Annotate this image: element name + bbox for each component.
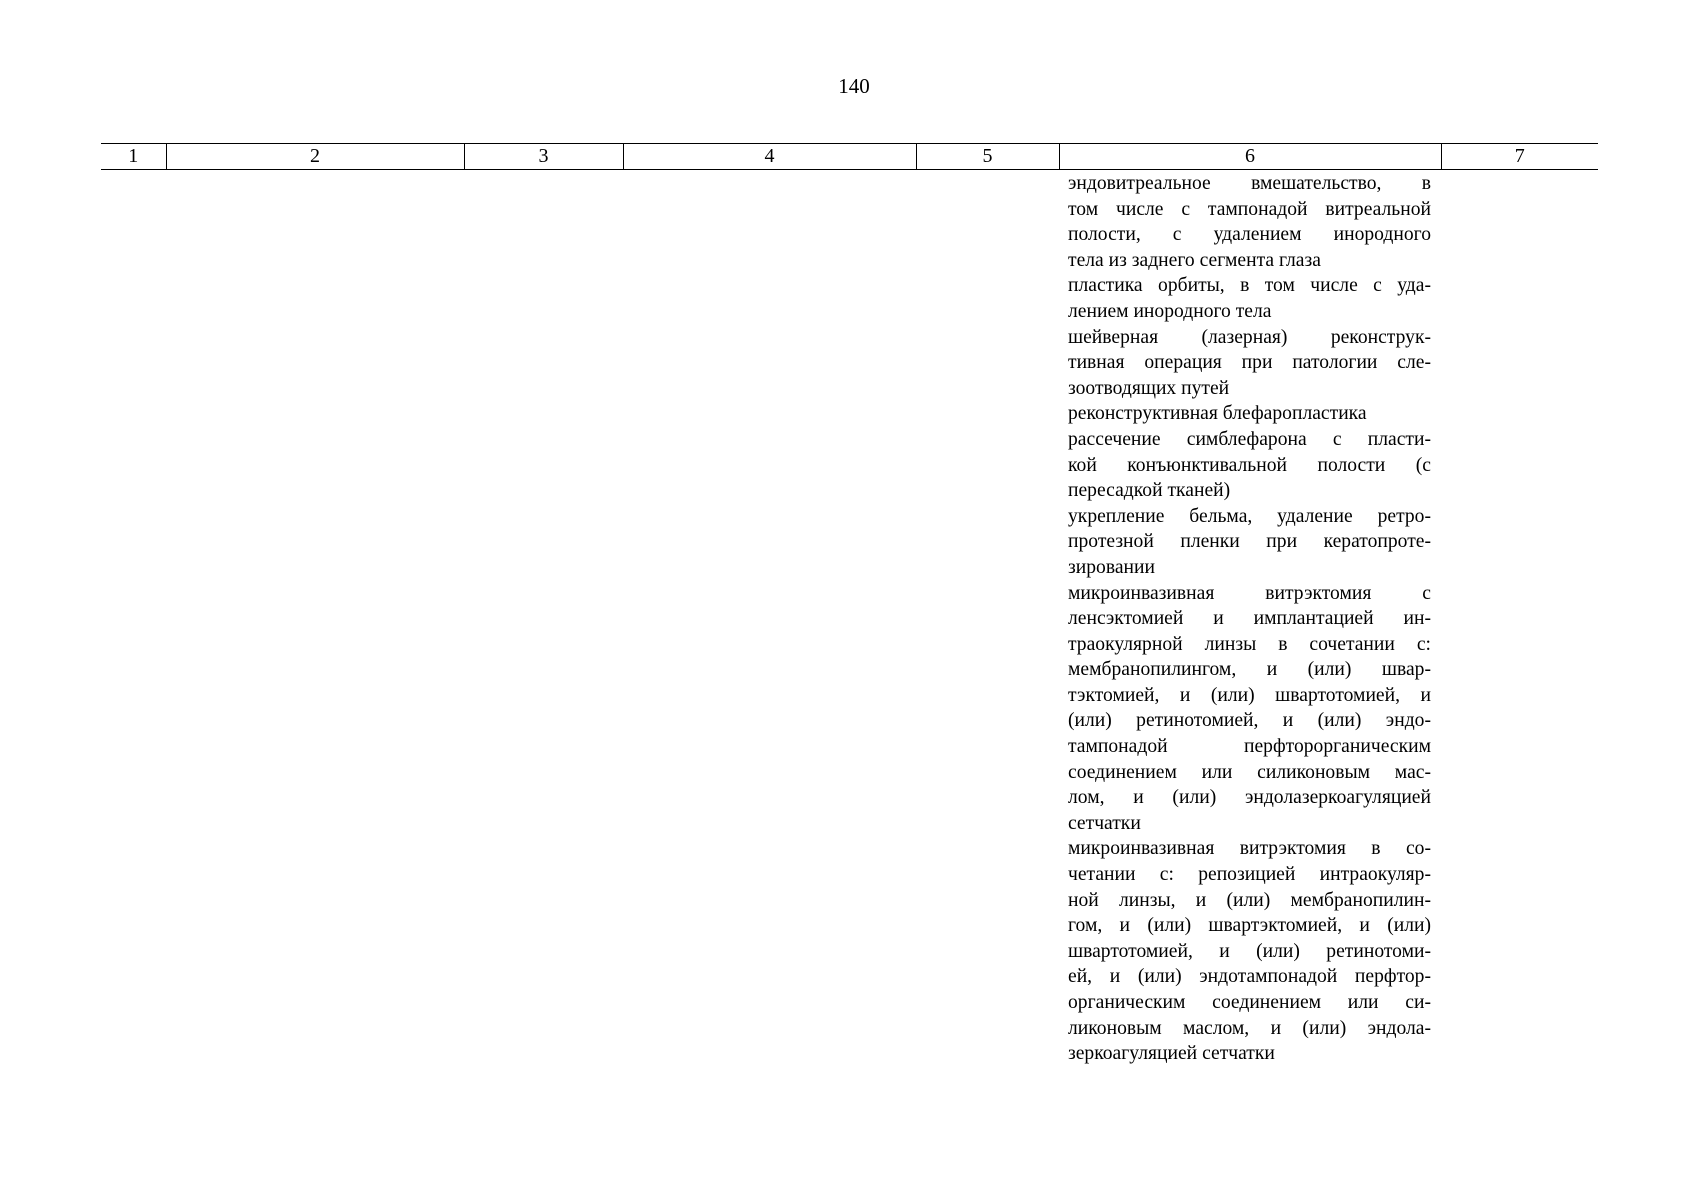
procedure-item (1068, 504, 1431, 581)
procedure-line: микроинвазивная витрэктомия в со- (1068, 838, 1431, 860)
procedure-line: эндовитреальное вмешательство, в (1068, 173, 1431, 194)
procedure-line: ей, и (или) эндотампонадой перфтор- (1068, 966, 1431, 988)
column-header-5: 5 (916, 144, 1059, 170)
procedure-line: четании с: репозицией интраокуляр- (1068, 864, 1431, 886)
procedure-line: ликоновым маслом, и (или) эндола- (1068, 1017, 1431, 1039)
procedure-item (1068, 581, 1431, 837)
procedure-line: органическим соединением или си- (1068, 992, 1431, 1013)
procedure-line: ной линзы, и (или) мембранопилин- (1068, 889, 1431, 911)
procedure-line: (или) ретинотомией, и (или) эндо- (1068, 710, 1431, 732)
procedure-line: зоотводящих путей (1068, 377, 1230, 399)
procedure-line: микроинвазивная витрэктомия с (1068, 582, 1431, 604)
procedure-line: протезной пленки при кератопроте- (1068, 531, 1431, 553)
procedure-line: лом, и (или) эндолазеркоагуляцией (1068, 787, 1431, 809)
procedure-line: ленсэктомией и имплантацией ин- (1068, 608, 1431, 630)
procedure-line: швартотомией, и (или) ретинотоми- (1068, 940, 1431, 962)
procedure-line: укрепление бельма, удаление ретро- (1068, 505, 1431, 527)
procedure-line: зеркоагуляцией сетчатки (1068, 1043, 1275, 1065)
procedure-line: рассечение симблефарона с пласти- (1068, 428, 1431, 450)
procedure-line: пластика орбиты, в том числе с уда- (1068, 275, 1431, 297)
procedure-line: тела из заднего сегмента глаза (1068, 249, 1321, 271)
procedure-line: тэктомией, и (или) швартотомией, и (1068, 684, 1431, 706)
procedure-item (1068, 171, 1431, 273)
procedure-line: полости, с удалением инородного (1068, 224, 1431, 246)
procedure-line: мембранопилингом, и (или) швар- (1068, 659, 1431, 681)
procedure-item (1068, 401, 1431, 427)
procedure-item (1068, 427, 1431, 504)
procedure-line: траокулярной линзы в сочетании с: (1068, 633, 1431, 655)
procedure-line: том числе с тампонадой витреальной (1068, 198, 1431, 220)
procedure-line: сетчатки (1068, 812, 1141, 834)
procedure-line: реконструктивная блефаропластика (1068, 403, 1367, 425)
column-header-row (101, 144, 1598, 170)
procedure-line: пересадкой тканей) (1068, 480, 1231, 502)
column-header-2: 2 (166, 144, 464, 170)
procedures-column (1068, 171, 1431, 1067)
procedure-line: кой конъюнктивальной полости (с (1068, 454, 1431, 476)
column-header-7: 7 (1441, 144, 1598, 170)
procedure-line: тампонадой перфторорганическим (1068, 736, 1431, 758)
procedure-line: шейверная (лазерная) реконструк- (1068, 326, 1431, 348)
procedure-line: тивная операция при патологии сле- (1068, 352, 1431, 374)
procedure-line: гом, и (или) швартэктомией, и (или) (1068, 915, 1431, 937)
column-header-4: 4 (623, 144, 916, 170)
procedure-item (1068, 273, 1431, 324)
procedure-item (1068, 325, 1431, 402)
procedure-item (1068, 836, 1431, 1066)
column-header-6: 6 (1059, 144, 1441, 170)
procedure-line: соединением или силиконовым мас- (1068, 761, 1431, 783)
column-header-3: 3 (464, 144, 623, 170)
procedure-line: лением инородного тела (1068, 300, 1272, 322)
column-header-table (101, 143, 1598, 170)
procedure-line: зировании (1068, 556, 1155, 578)
page-number: 140 (838, 74, 870, 98)
column-header-1: 1 (101, 144, 166, 170)
